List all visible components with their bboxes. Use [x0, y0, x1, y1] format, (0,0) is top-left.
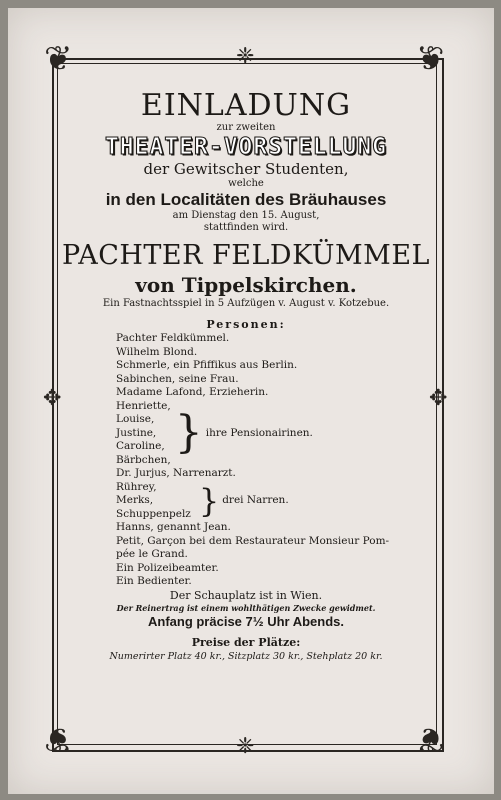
cast-item: Schmerle, ein Pfiffikus aus Berlin.: [116, 359, 298, 371]
cast-item: Ein Bedienter.: [116, 575, 192, 587]
line-date: am Dienstag den 15. August,: [172, 210, 320, 221]
poster-content: [60, 90, 432, 663]
cast-item: Rührey,: [116, 480, 157, 493]
play-description: Ein Fastnachtsspiel in 5 Aufzügen v. August v. Kotzebue.: [102, 298, 390, 309]
subheading-zur-zweiten: zur zweiten: [216, 122, 276, 133]
brace-icon: }: [174, 407, 203, 459]
cast-item: pée le Grand.: [116, 548, 188, 560]
cast-item: Henriette,: [116, 399, 171, 412]
cast-item: Merks,: [116, 494, 154, 506]
cast-item: Madame Lafond, Erzieherin.: [116, 386, 269, 398]
corner-ornament-icon: ❦: [416, 39, 445, 79]
corner-ornament-icon: ❦: [44, 719, 73, 759]
heading-einladung: EINLADUNG: [140, 88, 352, 123]
preise-heading: Preise der Plätze:: [191, 635, 301, 649]
left-side-ornament-icon: ✥: [43, 386, 62, 411]
corner-ornament-icon: ❦: [44, 39, 73, 79]
cast-item: Justine,: [116, 426, 157, 439]
line-stattfinden: stattfinden wird.: [203, 222, 289, 233]
cast-item: Hanns, genannt Jean.: [116, 521, 231, 533]
cast-item: Petit, Garçon bei dem Restaurateur Monsieur Pom-: [116, 534, 390, 547]
corner-ornament-icon: ❦: [416, 719, 445, 759]
brace-icon: }: [198, 481, 220, 520]
cast-item: Pachter Feldkümmel.: [116, 332, 230, 344]
line-gewitscher: der Gewitscher Studenten,: [143, 160, 349, 178]
right-side-ornament-icon: ✥: [429, 386, 448, 411]
personen-heading: Personen:: [206, 318, 286, 331]
cast-item: Wilhelm Blond.: [116, 345, 198, 358]
play-title: PACHTER FELDKÜMMEL: [62, 240, 430, 271]
bottom-center-ornament-icon: ❈: [236, 734, 255, 759]
cast-item: Schuppenpelz: [116, 507, 191, 520]
line-anfang: Anfang präcise 7½ Uhr Abends.: [147, 613, 344, 629]
line-localitaeten: in den Localitäten des Bräuhauses: [105, 190, 387, 209]
play-subtitle: von Tippelskirchen.: [135, 273, 357, 297]
top-center-ornament-icon: ❈: [236, 44, 255, 69]
group-label: drei Narren.: [222, 494, 289, 506]
cast-item: Ein Polizeibeamter.: [116, 561, 219, 574]
narren-group: [116, 481, 432, 522]
cast-list: [116, 332, 432, 589]
cast-item: Louise,: [116, 413, 155, 425]
line-reinertrag: Der Reinertrag ist einem wohlthätigen Zwecke gewidmet.: [116, 602, 376, 613]
cast-item: Dr. Jurjus, Narrenarzt.: [116, 467, 236, 479]
heading-theater-vorstellung: THEATER-VORSTELLUNG: [104, 134, 388, 160]
cast-item: Bärbchen,: [116, 453, 171, 466]
pensionaerinnen-group: [116, 400, 432, 468]
line-prices: Numerirter Platz 40 kr., Sitzplatz 30 kr., Stehplatz 20 kr.: [109, 650, 383, 662]
line-schauplatz: Der Schauplatz ist in Wien.: [169, 588, 323, 602]
line-welche: welche: [228, 178, 264, 189]
group-label: ihre Pensionairinen.: [205, 426, 313, 439]
cast-item: Caroline,: [116, 440, 165, 452]
cast-item: Sabinchen, seine Frau.: [116, 372, 239, 385]
